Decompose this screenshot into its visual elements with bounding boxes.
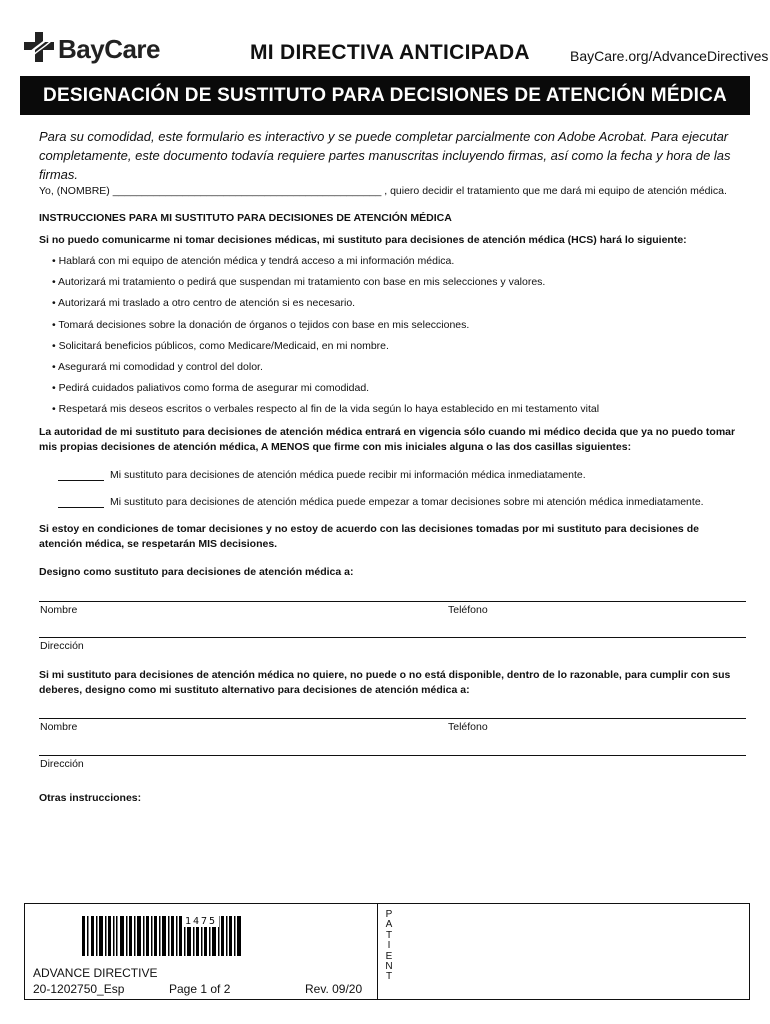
intro-text: Para su comodidad, este formulario es interactivo y se puede completar parcialmente con Adobe Acrobat. Para ejecutar completamente, este documento todavía requiere partes manuscritas incluyendo firmas, así como la fecha y hora de las firmas.: [39, 129, 731, 182]
patient-letter: T: [385, 971, 393, 983]
address-label: Dirección: [40, 758, 84, 770]
initials-field-2[interactable]: [58, 497, 104, 508]
website-url: BayCare.org/AdvanceDirectives: [570, 48, 769, 64]
name-label: Nombre: [40, 721, 78, 733]
section-banner: DESIGNACIÓN DE SUSTITUTO PARA DECISIONES DE ATENCIÓN MÉDICA: [20, 76, 750, 115]
list-item: • Solicitará beneficios públicos, como Medicare/Medicaid, en mi nombre.: [52, 339, 599, 360]
list-item: • Pedirá cuidados paliativos como forma de asegurar mi comodidad.: [52, 381, 599, 402]
form-name: ADVANCE DIRECTIVE: [33, 966, 158, 980]
barcode-number: 1475: [185, 916, 218, 927]
logo-text: BayCare: [58, 34, 161, 64]
phone-label: Teléfono: [448, 721, 488, 733]
patient-label-vertical: [383, 910, 395, 983]
phone-label: Teléfono: [448, 604, 488, 616]
surrogate-address-field[interactable]: [39, 637, 746, 638]
list-item: • Asegurará mi comodidad y control del dolor.: [52, 360, 599, 381]
duties-list: [52, 254, 599, 424]
list-item: • Respetará mis deseos escritos o verbales respecto al fin de la vida según lo haya establecido en mi testamento vital: [52, 402, 599, 423]
baycare-logo: [22, 28, 162, 68]
patient-letter: I: [387, 940, 391, 952]
surrogate-name-field[interactable]: [39, 601, 746, 602]
designate-text: Designo como sustituto para decisiones de atención médica a:: [39, 566, 354, 578]
initials-field-1[interactable]: [58, 470, 104, 481]
address-label: Dirección: [40, 640, 84, 652]
list-item: • Hablará con mi equipo de atención médica y tendrá acceso a mi información médica.: [52, 254, 599, 275]
patient-letter: E: [385, 950, 393, 962]
patient-letter: N: [385, 961, 393, 973]
patient-letter: P: [385, 909, 393, 920]
alternate-text: Si mi sustituto para decisiones de atención médica no quiere, no puede o no está disponible, dentro de lo razonable, para cumplir con sus deberes, designo como mi sustituto alternativo para decisiones de atención médica a:: [39, 669, 731, 696]
alternate-name-field[interactable]: [39, 718, 746, 719]
list-item: • Tomará decisiones sobre la donación de órganos o tejidos con base en mis selecciones.: [52, 318, 599, 339]
alternate-address-field[interactable]: [39, 755, 746, 756]
disagreement-text: Si estoy en condiciones de tomar decisiones y no estoy de acuerdo con las decisiones tomadas por mi sustituto para decisiones de atención médica, se respetarán MIS decisiones.: [39, 523, 699, 550]
initial-option-label: Mi sustituto para decisiones de atención médica puede recibir mi información médica inmediatamente.: [110, 469, 586, 481]
instructions-intro: Si no puedo comunicarme ni tomar decisiones médicas, mi sustituto para decisiones de atención médica (HCS) hará lo siguiente:: [39, 234, 687, 246]
footer-divider: [377, 904, 378, 999]
list-item: • Autorizará mi traslado a otro centro de atención si es necesario.: [52, 296, 599, 317]
initial-option-1: [58, 469, 586, 481]
name-label: Nombre: [40, 604, 78, 616]
document-title: MI DIRECTIVA ANTICIPADA: [250, 41, 530, 64]
initial-option-2: [58, 496, 704, 508]
footer-box: [24, 903, 750, 1000]
patient-letter: T: [385, 929, 393, 941]
list-item: • Autorizará mi tratamiento o pedirá que suspendan mi tratamiento con base en mis selecciones y valores.: [52, 275, 599, 296]
instructions-header: INSTRUCCIONES PARA MI SUSTITUTO PARA DECISIONES DE ATENCIÓN MÉDICA: [39, 212, 452, 224]
patient-letter: A: [385, 919, 393, 931]
other-instructions-label: Otras instrucciones:: [39, 792, 142, 804]
authority-text: La autoridad de mi sustituto para decisiones de atención médica entrará en vigencia sólo cuando mi médico decida que ya no puedo tomar mis propias decisiones de atención médica, A MENOS que firme con mis iniciales alguna o las dos casillas siguientes:: [39, 426, 736, 453]
page-number: Page 1 of 2: [169, 982, 231, 996]
initial-option-label: Mi sustituto para decisiones de atención médica puede empezar a tomar decisiones sobre mi atención médica inmediatamente.: [110, 496, 704, 508]
revision-date: Rev. 09/20: [305, 982, 363, 996]
baycare-cross-icon: [22, 30, 56, 64]
patient-name-line[interactable]: Yo, (NOMBRE) ______________________________________________ , quiero decidir el tratamiento que me dará mi equipo de atención médica.: [39, 185, 727, 197]
form-code: 20-1202750_Esp: [33, 982, 125, 996]
